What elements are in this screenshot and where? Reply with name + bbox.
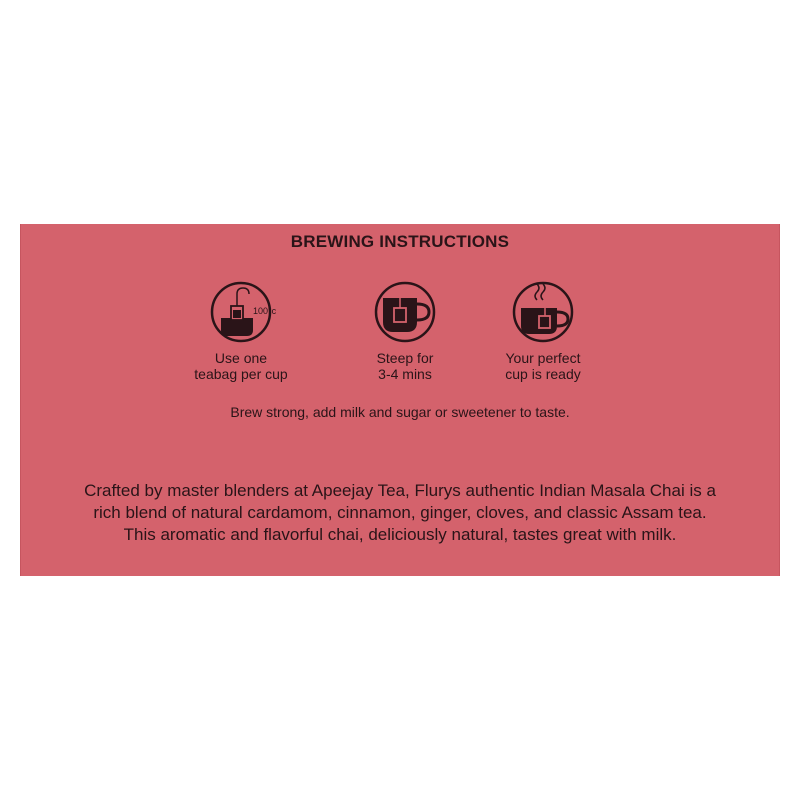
steaming-cup-icon bbox=[511, 280, 575, 344]
product-description bbox=[41, 480, 759, 546]
steeping-cup-icon bbox=[373, 280, 437, 344]
teabag-in-cup-icon bbox=[209, 280, 277, 344]
temperature-label: 100°c bbox=[253, 306, 277, 316]
step-steep bbox=[335, 280, 475, 382]
step-ready bbox=[473, 280, 613, 382]
description-line: rich blend of natural cardamom, cinnamon, ginger, cloves, and classic Assam tea. bbox=[93, 503, 707, 522]
brewing-panel bbox=[20, 224, 780, 576]
step-label: Your perfect cup is ready bbox=[505, 350, 581, 382]
step-label: Steep for 3-4 mins bbox=[376, 350, 434, 382]
brewing-tip: Brew strong, add milk and sugar or sweetener to taste. bbox=[230, 404, 570, 420]
step-teabag bbox=[171, 280, 311, 382]
brewing-heading: BREWING INSTRUCTIONS bbox=[290, 232, 510, 251]
description-line: Crafted by master blenders at Apeejay Tea, Flurys authentic Indian Masala Chai is a bbox=[84, 481, 716, 500]
description-line: This aromatic and flavorful chai, deliciously natural, tastes great with milk. bbox=[123, 525, 677, 544]
step-label: Use one teabag per cup bbox=[194, 350, 288, 382]
